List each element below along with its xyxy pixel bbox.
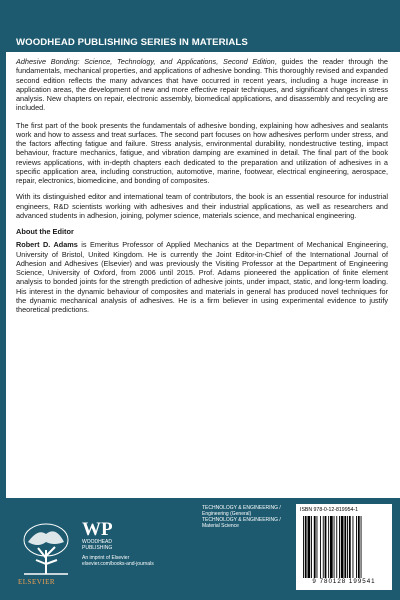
subject-line: Engineering (General) — [202, 511, 252, 517]
series-title: WOODHEAD PUBLISHING SERIES IN MATERIALS — [16, 37, 248, 48]
wp-logo: WP — [82, 519, 113, 540]
editor-name: Robert D. Adams — [16, 240, 78, 250]
publisher-imprint: An imprint of Elsevier — [82, 555, 130, 561]
paragraph-contents: The first part of the book presents the fundamentals of adhesive bonding, explaining how adhesives and sealants work and how to assess and treat surfaces. The second part focuses on how adhesives perform under stress, and the factors affecting fatigue and failure. Stress analysis, environmental durability, nondestructive testing, impact behaviour, fracture mechanics, fatigue, and vibration damping are examined in detail. The final part of the book reviews applications, with in-depth chapters each dedicated to the preparation and utilization of adhesives in a specific application area, including construction, automotive, marine, footwear, electrical engineering, aerospace, repair, electronics, biomedicine, and bonding of composites. — [16, 120, 388, 185]
book-title: Adhesive Bonding: Science, Technology, and Applications, Second Edition — [16, 57, 275, 66]
isbn-label: ISBN 978-0-12-819954-1 — [300, 507, 358, 513]
subject-line: TECHNOLOGY & ENGINEERING / — [202, 517, 281, 523]
blurb — [16, 57, 388, 321]
isbn-barcode-box — [296, 504, 392, 590]
publisher-url: elsevier.com/books-and-journals — [82, 561, 154, 567]
about-editor-paragraph — [16, 240, 388, 314]
intro-text: , guides the reader through the fundamentals, mechanical properties, and applications of adhesive bonding. This thoroughly revised and expanded second edition reflects the many advances that have occurred in recent years, including a huge increase in application areas, the development of new and more effective repair techniques, and significant changes in stress analysis. New chapters on repair, electronic assembly, biomedical applications, and disassembly and recycling are included. — [16, 57, 388, 113]
subject-categories — [202, 505, 292, 529]
elsevier-tree-logo — [18, 520, 74, 576]
paragraph-audience: With its distinguished editor and international team of contributors, the book is an essential resource for industrial engineers, R&D scientists working with adhesives and their industrial applications, as well as researchers and advanced students in adhesion, joining, polymer science, materials science, and mechanical engineering. — [16, 192, 388, 220]
subject-line: Material Science — [202, 523, 239, 529]
barcode-icon — [301, 516, 387, 578]
subject-line: TECHNOLOGY & ENGINEERING / — [202, 505, 281, 511]
about-editor-heading: About the Editor — [16, 227, 74, 236]
editor-bio: is Emeritus Professor of Applied Mechanics at the Department of Mechanical Engineering, University of Bristol, United Kingdom. He is currently the Joint Editor-in-Chief of the International Journal of Adhesion and Adhesives (Elsevier) and was previously the Visiting Professor at the Department of Engineering Science, University of Oxford, from 2006 until 2015. Prof. Adams pioneered the application of finite element analysis to bonded joints for the strength prediction of adhesive joints, under impact, static, and long-term loading. His interest in the dynamic behaviour of composites and materials in general has produced novel techniques for the dynamic mechanical analysis of adhesives. He is a firm believer in using experimental evidence to justify theoretical predictions. — [16, 240, 388, 314]
publisher-line-2: PUBLISHING — [82, 545, 113, 551]
barcode-number: 9 780128 199541 — [312, 578, 376, 585]
publisher-line-1: WOODHEAD — [82, 539, 112, 545]
intro-paragraph — [16, 57, 388, 113]
elsevier-wordmark: ELSEVIER — [18, 578, 56, 586]
publisher-block — [82, 520, 172, 567]
